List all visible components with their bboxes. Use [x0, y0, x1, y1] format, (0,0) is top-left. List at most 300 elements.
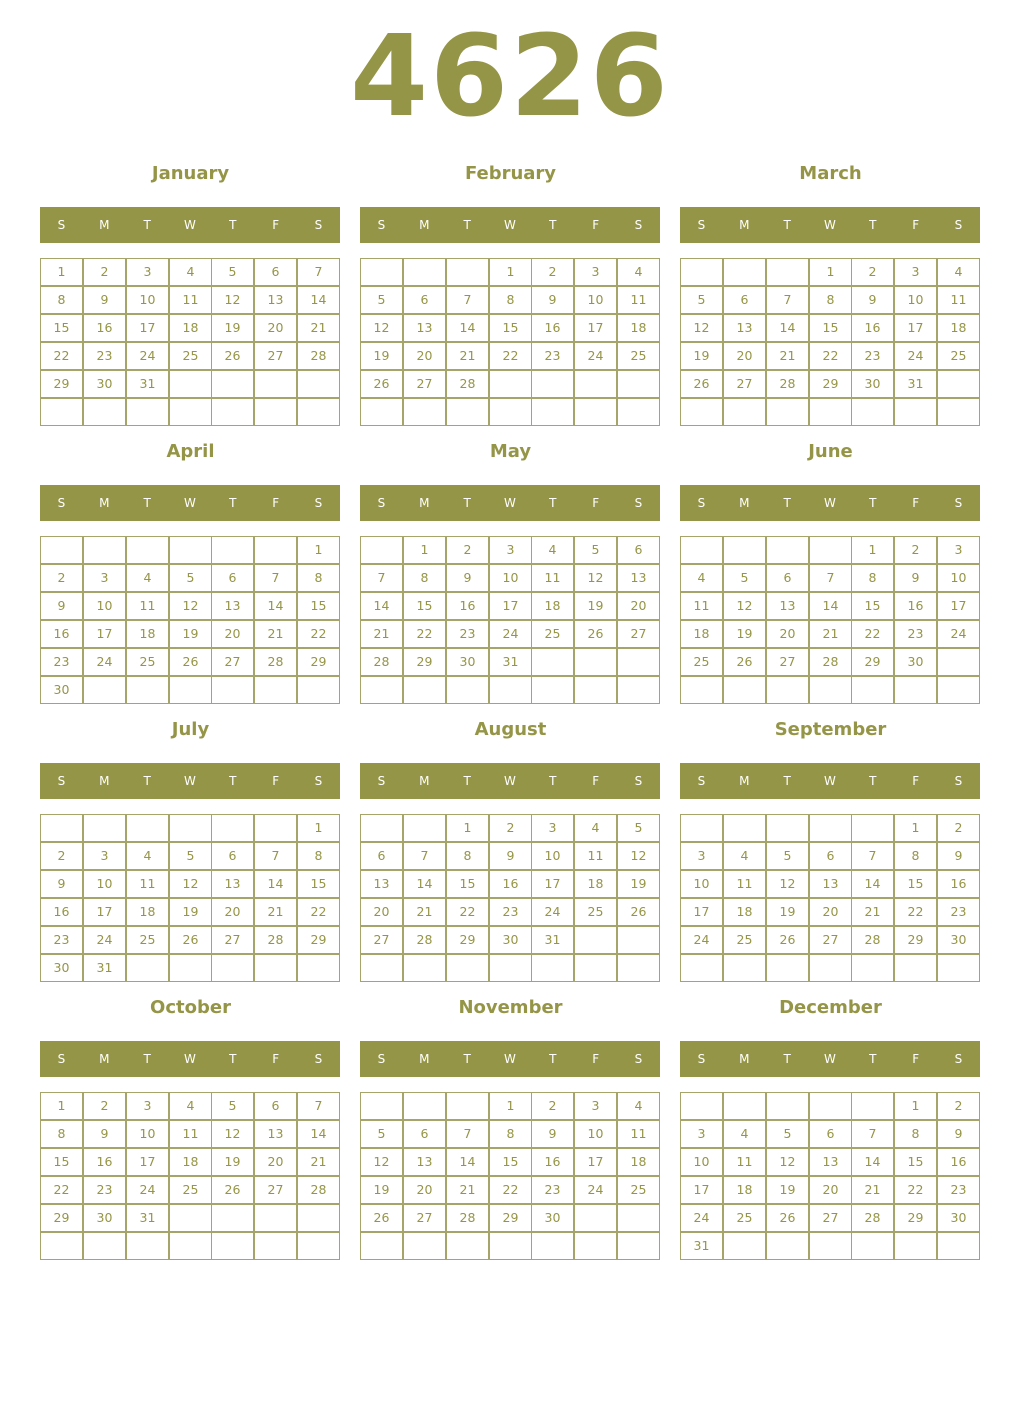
weekday-label: W	[824, 774, 836, 788]
day-cell: 3	[489, 536, 532, 564]
weekday-label: S	[314, 496, 323, 510]
day-cell: 3	[574, 258, 617, 286]
day-cell: 23	[937, 898, 980, 926]
empty-day-cell	[254, 814, 297, 842]
day-cell: 11	[680, 592, 723, 620]
weekday-label: F	[592, 774, 600, 788]
day-cell: 28	[851, 926, 894, 954]
empty-day-cell	[403, 676, 446, 704]
weekday-label: F	[592, 218, 600, 232]
day-cell: 30	[83, 370, 126, 398]
empty-day-cell	[360, 258, 403, 286]
day-cell: 18	[169, 314, 212, 342]
day-cell: 6	[254, 258, 297, 286]
weekday-label: M	[739, 496, 750, 510]
empty-day-cell	[446, 676, 489, 704]
day-cell: 20	[403, 1176, 446, 1204]
empty-day-cell	[126, 398, 169, 426]
day-cell: 24	[574, 1176, 617, 1204]
empty-day-cell	[766, 814, 809, 842]
weekday-label: M	[739, 774, 750, 788]
weekday-label: W	[184, 774, 196, 788]
weekday-label: W	[504, 496, 516, 510]
weekday-label: S	[57, 1052, 66, 1066]
day-cell: 28	[766, 370, 809, 398]
day-cell: 25	[680, 648, 723, 676]
day-cell: 10	[894, 286, 937, 314]
day-cell: 5	[574, 536, 617, 564]
empty-day-cell	[617, 676, 660, 704]
day-cell: 4	[169, 1092, 212, 1120]
empty-day-cell	[40, 814, 83, 842]
day-cell: 11	[169, 286, 212, 314]
day-cell: 27	[617, 620, 660, 648]
empty-day-cell	[169, 814, 212, 842]
day-cell: 11	[937, 286, 980, 314]
empty-day-cell	[809, 1092, 852, 1120]
day-cell: 13	[254, 1120, 297, 1148]
day-cell: 7	[254, 842, 297, 870]
day-cell: 27	[360, 926, 403, 954]
day-cell: 2	[40, 564, 83, 592]
day-cell: 20	[211, 898, 254, 926]
month-may	[360, 440, 661, 710]
empty-day-cell	[937, 676, 980, 704]
day-cell: 30	[83, 1204, 126, 1232]
day-cell: 17	[680, 1176, 723, 1204]
empty-day-cell	[617, 1204, 660, 1232]
day-cell: 2	[489, 814, 532, 842]
day-cell: 31	[126, 1204, 169, 1232]
weekday-label: M	[419, 774, 430, 788]
empty-day-cell	[126, 814, 169, 842]
day-cell: 1	[809, 258, 852, 286]
empty-day-cell	[531, 1232, 574, 1260]
day-cell: 26	[766, 1204, 809, 1232]
weekday-label: W	[824, 218, 836, 232]
day-cell: 1	[894, 1092, 937, 1120]
empty-day-cell	[766, 954, 809, 982]
day-cell: 19	[169, 620, 212, 648]
day-cell: 23	[937, 1176, 980, 1204]
day-cell: 19	[766, 1176, 809, 1204]
empty-day-cell	[574, 1232, 617, 1260]
day-cell: 7	[297, 258, 340, 286]
day-cell: 28	[360, 648, 403, 676]
day-cell: 5	[169, 564, 212, 592]
day-cell: 18	[169, 1148, 212, 1176]
day-cell: 18	[617, 1148, 660, 1176]
day-cell: 7	[446, 286, 489, 314]
day-cell: 26	[169, 648, 212, 676]
weekday-label: F	[912, 218, 920, 232]
day-cell: 7	[851, 842, 894, 870]
day-cell: 15	[809, 314, 852, 342]
day-cell: 16	[937, 870, 980, 898]
day-cell: 21	[809, 620, 852, 648]
day-cell: 22	[297, 620, 340, 648]
day-cell: 27	[809, 1204, 852, 1232]
empty-day-cell	[254, 370, 297, 398]
weekday-label: F	[912, 496, 920, 510]
day-cell: 31	[894, 370, 937, 398]
day-cell: 21	[446, 1176, 489, 1204]
empty-day-cell	[254, 676, 297, 704]
empty-day-cell	[851, 814, 894, 842]
day-cell: 26	[169, 926, 212, 954]
empty-day-cell	[574, 1204, 617, 1232]
weekday-label: S	[377, 496, 386, 510]
empty-day-cell	[766, 536, 809, 564]
day-cell: 1	[297, 814, 340, 842]
empty-day-cell	[360, 676, 403, 704]
day-cell: 28	[446, 370, 489, 398]
day-cell: 29	[851, 648, 894, 676]
day-cell: 2	[894, 536, 937, 564]
day-cell: 26	[360, 370, 403, 398]
days-grid	[360, 536, 661, 705]
weekday-label: S	[634, 774, 643, 788]
day-cell: 19	[211, 314, 254, 342]
month-name: January	[151, 163, 230, 184]
weekday-label: S	[634, 1052, 643, 1066]
day-cell: 14	[297, 286, 340, 314]
day-cell: 4	[531, 536, 574, 564]
empty-day-cell	[617, 1232, 660, 1260]
weekday-label: T	[783, 218, 791, 232]
day-cell: 22	[851, 620, 894, 648]
day-cell: 2	[83, 1092, 126, 1120]
empty-day-cell	[809, 814, 852, 842]
day-cell: 16	[937, 1148, 980, 1176]
day-cell: 11	[723, 870, 766, 898]
empty-day-cell	[723, 954, 766, 982]
day-cell: 9	[489, 842, 532, 870]
empty-day-cell	[574, 954, 617, 982]
day-cell: 1	[446, 814, 489, 842]
empty-day-cell	[211, 536, 254, 564]
day-cell: 22	[403, 620, 446, 648]
empty-day-cell	[574, 648, 617, 676]
day-cell: 12	[211, 286, 254, 314]
day-cell: 1	[894, 814, 937, 842]
weekday-header	[680, 485, 980, 521]
day-cell: 25	[574, 898, 617, 926]
day-cell: 8	[403, 564, 446, 592]
empty-day-cell	[851, 398, 894, 426]
empty-day-cell	[403, 814, 446, 842]
empty-day-cell	[169, 536, 212, 564]
days-grid	[680, 1092, 981, 1261]
empty-day-cell	[680, 954, 723, 982]
day-cell: 24	[126, 342, 169, 370]
weekday-label: F	[272, 774, 280, 788]
days-grid	[360, 1092, 661, 1261]
day-cell: 29	[489, 1204, 532, 1232]
weekday-label: S	[697, 1052, 706, 1066]
day-cell: 2	[531, 1092, 574, 1120]
weekday-label: S	[954, 1052, 963, 1066]
weekday-label: M	[99, 218, 110, 232]
day-cell: 10	[574, 1120, 617, 1148]
day-cell: 4	[126, 842, 169, 870]
empty-day-cell	[297, 1232, 340, 1260]
day-cell: 12	[169, 870, 212, 898]
day-cell: 13	[617, 564, 660, 592]
month-name: February	[464, 163, 557, 184]
day-cell: 17	[574, 314, 617, 342]
empty-day-cell	[211, 814, 254, 842]
empty-day-cell	[211, 676, 254, 704]
empty-day-cell	[297, 370, 340, 398]
day-cell: 8	[489, 286, 532, 314]
weekday-label: T	[783, 496, 791, 510]
day-cell: 17	[894, 314, 937, 342]
weekday-label: T	[869, 496, 877, 510]
day-cell: 31	[489, 648, 532, 676]
empty-day-cell	[83, 398, 126, 426]
day-cell: 26	[766, 926, 809, 954]
month-january	[40, 162, 341, 432]
day-cell: 25	[126, 648, 169, 676]
day-cell: 2	[446, 536, 489, 564]
empty-day-cell	[617, 954, 660, 982]
empty-day-cell	[766, 258, 809, 286]
day-cell: 19	[680, 342, 723, 370]
empty-day-cell	[574, 370, 617, 398]
day-cell: 17	[126, 314, 169, 342]
weekday-label: W	[504, 218, 516, 232]
day-cell: 23	[894, 620, 937, 648]
weekday-label: S	[377, 218, 386, 232]
day-cell: 6	[254, 1092, 297, 1120]
day-cell: 4	[723, 842, 766, 870]
weekday-label: W	[184, 1052, 196, 1066]
day-cell: 3	[126, 1092, 169, 1120]
weekday-label: T	[549, 218, 557, 232]
day-cell: 16	[446, 592, 489, 620]
day-cell: 7	[851, 1120, 894, 1148]
weekday-label: M	[419, 496, 430, 510]
day-cell: 3	[83, 564, 126, 592]
weekday-label: F	[272, 1052, 280, 1066]
empty-day-cell	[680, 814, 723, 842]
days-grid	[40, 258, 341, 427]
day-cell: 28	[851, 1204, 894, 1232]
day-cell: 29	[894, 1204, 937, 1232]
empty-day-cell	[211, 370, 254, 398]
weekday-label: F	[912, 774, 920, 788]
day-cell: 20	[809, 898, 852, 926]
month-october	[40, 996, 341, 1266]
day-cell: 23	[531, 1176, 574, 1204]
empty-day-cell	[126, 536, 169, 564]
month-march	[680, 162, 981, 432]
day-cell: 19	[723, 620, 766, 648]
days-grid	[360, 814, 661, 983]
weekday-label: T	[549, 496, 557, 510]
empty-day-cell	[169, 1204, 212, 1232]
day-cell: 29	[40, 1204, 83, 1232]
day-cell: 15	[297, 870, 340, 898]
day-cell: 9	[83, 1120, 126, 1148]
day-cell: 15	[40, 1148, 83, 1176]
empty-day-cell	[617, 926, 660, 954]
day-cell: 25	[531, 620, 574, 648]
day-cell: 18	[617, 314, 660, 342]
day-cell: 10	[489, 564, 532, 592]
day-cell: 14	[809, 592, 852, 620]
empty-day-cell	[531, 648, 574, 676]
empty-day-cell	[617, 370, 660, 398]
day-cell: 19	[360, 342, 403, 370]
day-cell: 26	[574, 620, 617, 648]
day-cell: 20	[360, 898, 403, 926]
day-cell: 17	[937, 592, 980, 620]
weekday-label: S	[697, 496, 706, 510]
weekday-header	[360, 1041, 660, 1077]
day-cell: 20	[254, 314, 297, 342]
day-cell: 8	[446, 842, 489, 870]
empty-day-cell	[937, 370, 980, 398]
day-cell: 18	[937, 314, 980, 342]
day-cell: 8	[809, 286, 852, 314]
empty-day-cell	[680, 1092, 723, 1120]
day-cell: 25	[617, 342, 660, 370]
day-cell: 8	[40, 1120, 83, 1148]
weekday-label: W	[504, 1052, 516, 1066]
day-cell: 23	[531, 342, 574, 370]
day-cell: 22	[297, 898, 340, 926]
empty-day-cell	[254, 954, 297, 982]
day-cell: 5	[766, 842, 809, 870]
day-cell: 6	[809, 1120, 852, 1148]
empty-day-cell	[169, 398, 212, 426]
day-cell: 9	[937, 842, 980, 870]
day-cell: 18	[680, 620, 723, 648]
empty-day-cell	[617, 398, 660, 426]
weekday-header	[680, 207, 980, 243]
empty-day-cell	[723, 258, 766, 286]
month-name: July	[171, 719, 210, 740]
day-cell: 1	[489, 258, 532, 286]
empty-day-cell	[574, 398, 617, 426]
empty-day-cell	[446, 398, 489, 426]
day-cell: 1	[40, 258, 83, 286]
day-cell: 8	[851, 564, 894, 592]
day-cell: 25	[126, 926, 169, 954]
day-cell: 19	[617, 870, 660, 898]
day-cell: 13	[403, 1148, 446, 1176]
day-cell: 17	[574, 1148, 617, 1176]
empty-day-cell	[254, 1204, 297, 1232]
day-cell: 4	[126, 564, 169, 592]
empty-day-cell	[937, 954, 980, 982]
days-grid	[40, 814, 341, 983]
day-cell: 16	[83, 314, 126, 342]
day-cell: 23	[489, 898, 532, 926]
day-cell: 1	[403, 536, 446, 564]
day-cell: 3	[680, 842, 723, 870]
empty-day-cell	[680, 398, 723, 426]
day-cell: 15	[297, 592, 340, 620]
day-cell: 19	[360, 1176, 403, 1204]
day-cell: 31	[531, 926, 574, 954]
day-cell: 17	[489, 592, 532, 620]
day-cell: 10	[126, 286, 169, 314]
weekday-label: T	[869, 774, 877, 788]
day-cell: 16	[489, 870, 532, 898]
day-cell: 14	[254, 870, 297, 898]
empty-day-cell	[809, 398, 852, 426]
day-cell: 13	[211, 870, 254, 898]
empty-day-cell	[40, 536, 83, 564]
day-cell: 15	[446, 870, 489, 898]
weekday-label: T	[549, 1052, 557, 1066]
day-cell: 10	[680, 870, 723, 898]
day-cell: 25	[937, 342, 980, 370]
day-cell: 18	[126, 898, 169, 926]
day-cell: 5	[723, 564, 766, 592]
weekday-label: M	[99, 774, 110, 788]
weekday-label: T	[783, 774, 791, 788]
weekday-label: T	[463, 218, 471, 232]
day-cell: 31	[83, 954, 126, 982]
empty-day-cell	[894, 398, 937, 426]
day-cell: 11	[723, 1148, 766, 1176]
day-cell: 3	[126, 258, 169, 286]
day-cell: 6	[809, 842, 852, 870]
empty-day-cell	[937, 1232, 980, 1260]
weekday-header	[40, 763, 340, 799]
day-cell: 16	[40, 898, 83, 926]
day-cell: 24	[83, 648, 126, 676]
day-cell: 10	[83, 870, 126, 898]
day-cell: 6	[403, 286, 446, 314]
day-cell: 15	[851, 592, 894, 620]
empty-day-cell	[254, 536, 297, 564]
day-cell: 30	[446, 648, 489, 676]
day-cell: 22	[809, 342, 852, 370]
empty-day-cell	[617, 648, 660, 676]
day-cell: 7	[297, 1092, 340, 1120]
day-cell: 20	[617, 592, 660, 620]
empty-day-cell	[723, 536, 766, 564]
empty-day-cell	[766, 1092, 809, 1120]
day-cell: 28	[403, 926, 446, 954]
weekday-label: T	[229, 496, 237, 510]
day-cell: 4	[723, 1120, 766, 1148]
day-cell: 3	[680, 1120, 723, 1148]
day-cell: 6	[617, 536, 660, 564]
weekday-label: M	[419, 218, 430, 232]
empty-day-cell	[531, 676, 574, 704]
day-cell: 14	[254, 592, 297, 620]
empty-day-cell	[851, 1092, 894, 1120]
day-cell: 7	[766, 286, 809, 314]
day-cell: 17	[531, 870, 574, 898]
weekday-label: W	[824, 1052, 836, 1066]
day-cell: 19	[211, 1148, 254, 1176]
day-cell: 14	[851, 870, 894, 898]
empty-day-cell	[894, 676, 937, 704]
weekday-label: S	[314, 774, 323, 788]
empty-day-cell	[403, 398, 446, 426]
day-cell: 12	[574, 564, 617, 592]
month-august	[360, 718, 661, 988]
day-cell: 22	[40, 342, 83, 370]
day-cell: 21	[297, 314, 340, 342]
